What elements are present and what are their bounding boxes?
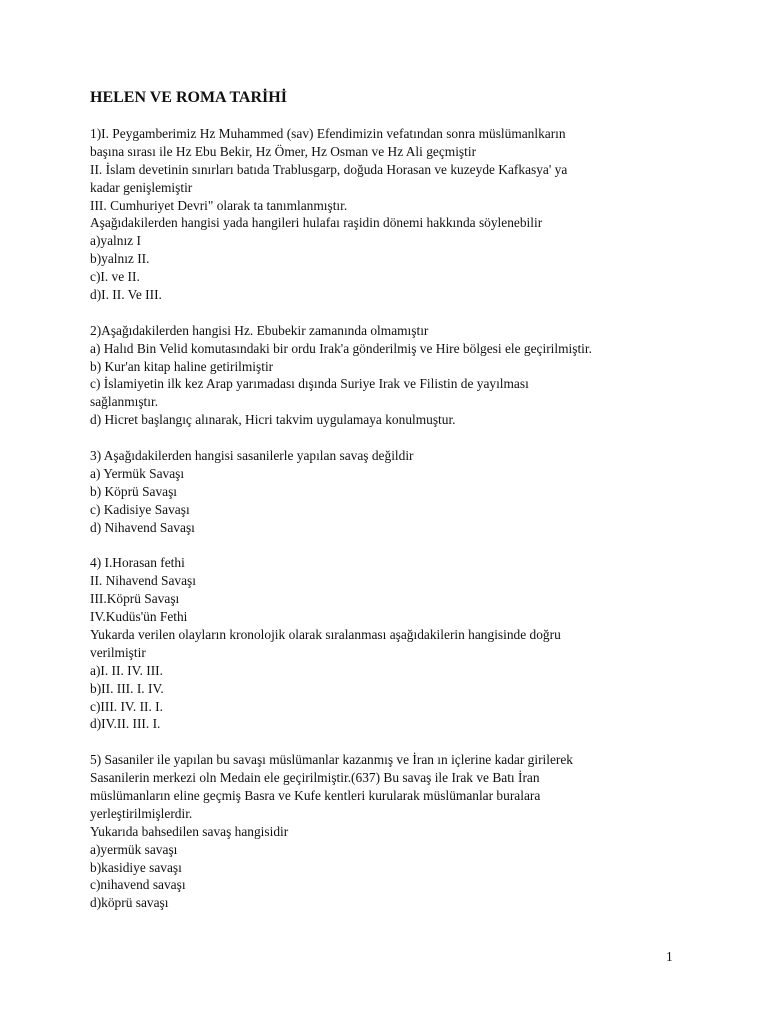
question-block: [90, 125, 690, 304]
question-1-option-b: b)yalnız II.: [90, 251, 150, 267]
question-4-line-5: Yukarda verilen olayların kronolojik olarak sıralanması aşağıdakilerin hangisinde doğru: [90, 626, 561, 642]
question-5-line-1: 5) Sasaniler ile yapılan bu savaşı müslümanlar kazanmış ve İran ın içlerine kadar girilerek: [90, 752, 574, 768]
question-4-option-d: d)IV.II. III. I.: [90, 716, 161, 732]
question-1-option-c: c)I. ve II.: [90, 269, 140, 285]
question-4-option-b: b)II. III. I. IV.: [90, 680, 164, 696]
question-3-option-d: d) Nihavend Savaşı: [90, 519, 195, 535]
question-1-line-3: II. İslam devetinin sınırları batıda Trablusgarp, doğuda Horasan ve kuzeyde Kafkasya' ya: [90, 161, 568, 177]
question-2-option-c: c) İslamiyetin ilk kez Arap yarımadası dışında Suriye Irak ve Filistin de yayılması: [90, 376, 529, 392]
question-4-option-c: c)III. IV. II. I.: [90, 698, 163, 714]
paragraph-spacer: [90, 429, 690, 447]
question-block: [90, 554, 690, 733]
question-block: [90, 322, 690, 429]
question-block: [90, 447, 690, 536]
question-2-line-1: 2)Aşağıdakilerden hangisi Hz. Ebubekir zamanında olmamıştır: [90, 322, 429, 338]
question-4-line-4: IV.Kudüs'ün Fethi: [90, 609, 188, 625]
question-5-option-c: c)nihavend savaşı: [90, 877, 186, 893]
question-3-line-1: 3) Aşağıdakilerden hangisi sasanilerle yapılan savaş değildir: [90, 448, 414, 464]
question-4-option-a: a)I. II. IV. III.: [90, 662, 163, 678]
question-5-line-3: müslümanların eline geçmiş Basra ve Kufe kentleri kurularak müslümanlar buralara: [90, 787, 541, 803]
document-body: [90, 88, 690, 912]
question-3-option-c: c) Kadisiye Savaşı: [90, 501, 190, 517]
question-2-option-d: d) Hicret başlangıç alınarak, Hicri takvim uygulamaya konulmuştur.: [90, 412, 456, 428]
question-5-option-d: d)köprü savaşı: [90, 895, 169, 911]
question-4-line-2: II. Nihavend Savaşı: [90, 573, 196, 589]
question-1-option-a: a)yalnız I: [90, 233, 141, 249]
paragraph-spacer: [90, 733, 690, 751]
question-1-option-d: d)I. II. Ve III.: [90, 287, 162, 303]
question-5-option-b: b)kasidiye savaşı: [90, 859, 182, 875]
question-5-line-2: Sasanilerin merkezi oln Medain ele geçirilmiştir.(637) Bu savaş ile Irak ve Batı İran: [90, 770, 540, 786]
question-1-line-6: Aşağıdakilerden hangisi yada hangileri hulafaı raşidin dönemi hakkında söylenebilir: [90, 215, 543, 231]
question-1-line-5: III. Cumhuriyet Devri" olarak ta tanımlanmıştır.: [90, 197, 348, 213]
paragraph-spacer: [90, 304, 690, 322]
question-3-option-b: b) Köprü Savaşı: [90, 483, 178, 499]
question-5-line-5: Yukarıda bahsedilen savaş hangisidir: [90, 823, 289, 839]
question-block: [90, 751, 690, 912]
question-4-line-3: III.Köprü Savaşı: [90, 591, 180, 607]
question-3-option-a: a) Yermük Savaşı: [90, 465, 185, 481]
question-2-option-b: b) Kur'an kitap haline getirilmiştir: [90, 358, 274, 374]
page-number: 1: [666, 949, 673, 964]
question-4-line-6: verilmiştir: [90, 644, 146, 660]
question-5-line-4: yerleştirilmişlerdir.: [90, 805, 193, 821]
question-2-option-c-cont: sağlanmıştır.: [90, 394, 159, 410]
question-4-line-1: 4) I.Horasan fethi: [90, 555, 185, 571]
question-1-line-2: başına sırası ile Hz Ebu Bekir, Hz Ömer, Hz Osman ve Hz Ali geçmiştir: [90, 143, 477, 159]
paragraph-spacer: [90, 536, 690, 554]
question-5-option-a: a)yermük savaşı: [90, 841, 178, 857]
question-1-line-1: 1)I. Peygamberimiz Hz Muhammed (sav) Efendimizin vefatından sonra müslümanlkarın: [90, 126, 566, 141]
question-2-option-a: a) Halıd Bin Velid komutasındaki bir ordu Irak'a gönderilmiş ve Hire bölgesi ele geçirilmiştir.: [90, 340, 592, 356]
document-title: HELEN VE ROMA TARİHİ: [90, 89, 287, 106]
question-1-line-4: kadar genişlemiştir: [90, 179, 193, 195]
